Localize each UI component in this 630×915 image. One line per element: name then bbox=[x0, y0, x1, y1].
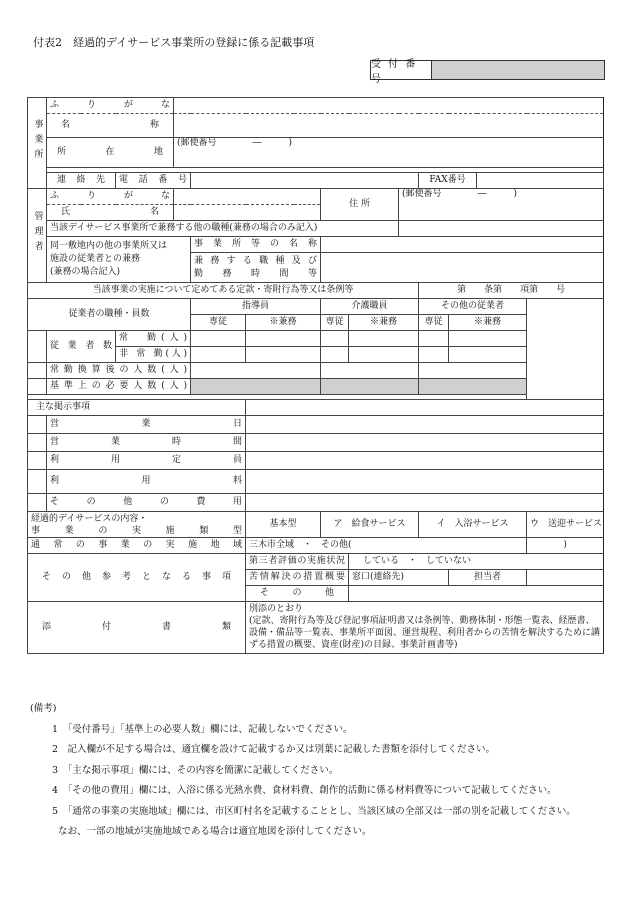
reference-person-field[interactable] bbox=[527, 570, 604, 586]
note-item: 3 「主な掲示事項」欄には、その内容を簡潔に記載してください。 bbox=[52, 764, 339, 776]
staff-required-label: 基準上の必要人数(人) bbox=[47, 379, 191, 395]
staff-header: 従業者の職種・員数 bbox=[28, 299, 191, 331]
staff-cell[interactable] bbox=[419, 331, 449, 347]
service-type-label: 経過的デイサービスの内容・ 事 業 の 実 施 類 型 bbox=[28, 512, 246, 538]
staff-cell[interactable] bbox=[321, 347, 349, 363]
manager-facility-name-field[interactable] bbox=[321, 237, 604, 253]
regulation-article-field[interactable]: 第 条第 項第 号 bbox=[419, 283, 604, 299]
notices-header: 主な掲示事項 bbox=[28, 400, 246, 416]
staff-cell[interactable] bbox=[246, 347, 321, 363]
staff-dedicated-1: 専従 bbox=[191, 315, 246, 331]
staff-cell[interactable] bbox=[449, 347, 527, 363]
staff-cell[interactable] bbox=[321, 331, 349, 347]
notices-days-label: 営 業 日 bbox=[47, 416, 246, 434]
note-item: 4 「その他の費用」欄には、入浴に係る光熱水費、食材料費、創作的活動に係る材料費等について記載してください。 bbox=[52, 785, 557, 796]
manager-residence-label: 住 所 bbox=[321, 189, 399, 221]
service-u-option[interactable]: ウ 送迎サービス bbox=[527, 512, 604, 538]
manager-facility-name-label: 事業所等の名称 bbox=[191, 237, 321, 253]
manager-other-facility-label: 同一敷地内の他の事業所又は 施設の従業者との兼務 (兼務の場合記入) bbox=[47, 237, 191, 283]
manager-residence-field[interactable] bbox=[399, 189, 604, 221]
office-contact-label: 連 絡 先 bbox=[47, 173, 116, 189]
reference-third-field[interactable]: している ・ していない bbox=[349, 554, 604, 570]
staff-concurrent-2: ※兼務 bbox=[349, 315, 419, 331]
staff-indent bbox=[28, 331, 47, 363]
staff-indent bbox=[28, 363, 47, 379]
manager-name-label: 氏 名 bbox=[47, 205, 174, 221]
manager-name-field[interactable] bbox=[174, 205, 321, 221]
staff-cell[interactable] bbox=[246, 331, 321, 347]
office-phone-field[interactable] bbox=[191, 173, 419, 189]
staff-col-other: その他の従業者 bbox=[419, 299, 527, 315]
manager-furigana-label: ふ り が な bbox=[47, 189, 174, 205]
attachments-label: 添 付 書 類 bbox=[28, 602, 246, 654]
manager-section-label: 管理者 bbox=[28, 189, 47, 283]
manager-concurrent-label: 当該デイサービス事業所で兼務する他の職種(兼務の場合のみ記入) bbox=[47, 221, 399, 237]
staff-fte-cell[interactable] bbox=[321, 363, 419, 379]
office-fax-label: FAX番号 bbox=[419, 173, 477, 189]
reference-third-label: 第三者評価の実施状況 bbox=[246, 554, 349, 570]
staff-required-cell bbox=[419, 379, 527, 395]
office-section-label: 事業所 bbox=[28, 98, 47, 189]
service-area-close: ) bbox=[527, 538, 604, 554]
staff-concurrent-1: ※兼務 bbox=[246, 315, 321, 331]
staff-concurrent-3: ※兼務 bbox=[449, 315, 527, 331]
office-address-field[interactable] bbox=[174, 138, 604, 168]
notes-heading: (備考) bbox=[30, 703, 57, 714]
notices-indent bbox=[28, 452, 47, 470]
staff-fte-cell[interactable] bbox=[191, 363, 321, 379]
notices-hours-label: 営 業 時 間 bbox=[47, 434, 246, 452]
staff-blank bbox=[527, 299, 604, 400]
manager-postal-label: (郵便番号 ― ) bbox=[402, 189, 518, 199]
office-name-label: 名 称 bbox=[47, 114, 174, 138]
service-a-option[interactable]: ア 給食サービス bbox=[321, 512, 419, 538]
staff-dedicated-3: 専従 bbox=[419, 315, 449, 331]
staff-parttime-label: 非 常 勤(人) bbox=[116, 347, 191, 363]
reference-other-field[interactable] bbox=[349, 586, 604, 602]
notices-capacity-label: 利 用 定 員 bbox=[47, 452, 246, 470]
attachments-text: 別添のとおり (定款、寄附行為等及び登記事項証明書又は条例等、勤務体制・形態一覧表、経歴書、設備・備品等一覧表、事業所平面図、運営規程、利用者からの苦情を解決するために講ずる措置の概要、資産(財産)の目録、事業計画書等) bbox=[246, 602, 604, 654]
reference-complaint-label: 苦情解決の措置概要 bbox=[246, 570, 349, 586]
reference-label: そ の 他 参 考 と な る 事 項 bbox=[28, 554, 246, 602]
staff-required-cell bbox=[191, 379, 321, 395]
staff-cell[interactable] bbox=[419, 347, 449, 363]
staff-cell[interactable] bbox=[449, 331, 527, 347]
notices-capacity-field[interactable] bbox=[246, 452, 604, 470]
notices-indent bbox=[28, 434, 47, 452]
manager-concurrent-field[interactable] bbox=[399, 221, 604, 237]
reception-number-box bbox=[370, 59, 605, 85]
manager-duty-label: 兼務する職種及び 勤 務 時 間 等 bbox=[191, 253, 321, 283]
office-postal-label: (郵便番号 ― ) bbox=[177, 138, 293, 148]
staff-fulltime-label: 常 勤(人) bbox=[116, 331, 191, 347]
note-continuation: なお、一部の地域が実施地域である場合は適宜地図を添付してください。 bbox=[58, 826, 372, 837]
notes-section bbox=[30, 699, 610, 843]
staff-indent bbox=[28, 379, 47, 395]
service-i-option[interactable]: イ 入浴サービス bbox=[419, 512, 527, 538]
office-name-field[interactable] bbox=[174, 114, 604, 138]
office-furigana-field[interactable] bbox=[174, 98, 604, 114]
office-address-label: 所 在 地 bbox=[47, 138, 174, 168]
regulation-label: 当該事業の実施について定めてある定款・寄附行為等又は条例等 bbox=[28, 283, 419, 299]
staff-col-care: 介護職員 bbox=[321, 299, 419, 315]
office-phone-label: 電 話 番 号 bbox=[116, 173, 191, 189]
manager-duty-field[interactable] bbox=[321, 253, 604, 283]
service-area-field[interactable]: 三木市全域 ・ その他( bbox=[246, 538, 527, 554]
staff-fte-cell[interactable] bbox=[419, 363, 527, 379]
notices-fee-field[interactable] bbox=[246, 470, 604, 494]
service-basic-option[interactable]: 基本型 bbox=[246, 512, 321, 538]
office-furigana-label: ふ り が な bbox=[47, 98, 174, 114]
reference-other-label: そ の 他 bbox=[246, 586, 349, 602]
manager-furigana-field[interactable] bbox=[174, 189, 321, 205]
notices-other-cost-label: そ の 他 の 費 用 bbox=[47, 494, 246, 512]
staff-col-instructor: 指導員 bbox=[191, 299, 321, 315]
note-item: 2 記入欄が不足する場合は、適宜欄を設けて記載するか又は別葉に記載した書類を添付してください。 bbox=[52, 744, 496, 755]
notices-indent bbox=[28, 494, 47, 512]
note-item: 5 「通常の事業の実施地域」欄には、市区町村名を記載することとし、当該区域の全部又は一部の別を記載してください。 bbox=[52, 805, 576, 817]
staff-required-cell bbox=[321, 379, 419, 395]
staff-cell[interactable] bbox=[191, 331, 246, 347]
form-title: 付表2 経過的デイサービス事業所の登録に係る記載事項 bbox=[33, 36, 315, 49]
notices-days-field[interactable] bbox=[246, 416, 604, 434]
reference-window-field[interactable]: 窓口(連絡先) bbox=[349, 570, 449, 586]
staff-cell[interactable] bbox=[191, 347, 246, 363]
office-fax-field[interactable] bbox=[477, 173, 604, 189]
staff-cell[interactable] bbox=[349, 347, 419, 363]
reception-number-field[interactable] bbox=[432, 61, 604, 79]
staff-count-label: 従 業 者 数 bbox=[47, 331, 116, 363]
notices-fee-label: 利 用 料 bbox=[47, 470, 246, 494]
note-item: 1 「受付番号」「基準上の必要人数」欄には、記載しないでください。 bbox=[52, 723, 353, 735]
reference-person-label: 担当者 bbox=[449, 570, 527, 586]
staff-cell[interactable] bbox=[349, 331, 419, 347]
notices-indent bbox=[28, 470, 47, 494]
notices-indent bbox=[28, 416, 47, 434]
notices-hours-field[interactable] bbox=[246, 434, 604, 452]
notices-other-cost-field[interactable] bbox=[246, 494, 604, 512]
registration-form-table bbox=[27, 97, 604, 654]
notices-header-field[interactable] bbox=[246, 400, 604, 416]
reception-number-label: 受 付 番 号 bbox=[371, 61, 432, 79]
service-area-label: 通常の事業の実施地域 bbox=[28, 538, 246, 554]
staff-dedicated-2: 専従 bbox=[321, 315, 349, 331]
staff-fte-label: 常勤換算後の人数(人) bbox=[47, 363, 191, 379]
